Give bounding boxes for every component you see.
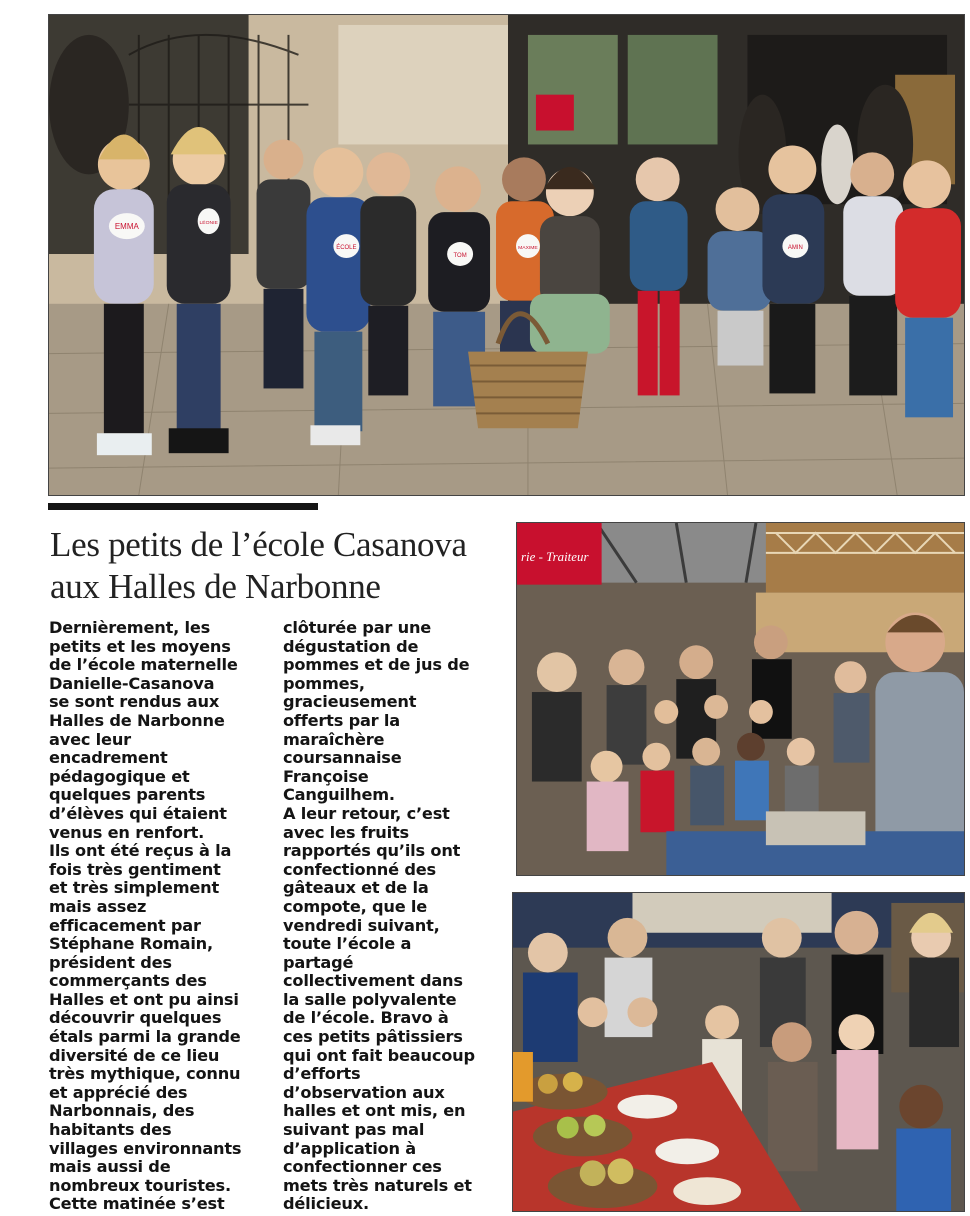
text-line: de l’école maternelle xyxy=(49,655,238,675)
text-line: d’application à xyxy=(283,1138,416,1158)
text-line: maraîchère xyxy=(283,729,385,749)
text-line: clôturée par une xyxy=(283,618,432,637)
text-line: Canguilhem. xyxy=(283,785,395,805)
text-line: se sont rendus aux xyxy=(49,692,220,712)
text-line: pédagogique et xyxy=(49,766,190,786)
text-line: ces petits pâtissiers xyxy=(283,1027,463,1047)
text-line: confectionner ces xyxy=(283,1157,442,1177)
text-line: avec leur xyxy=(49,729,131,749)
text-line: confectionné des xyxy=(283,859,436,879)
text-line: président des xyxy=(49,952,172,972)
badge-5: MAXIME xyxy=(518,245,538,252)
text-line: coursannaise xyxy=(283,748,402,768)
text-line: encadrement xyxy=(49,748,168,768)
text-line: d’efforts xyxy=(283,1064,361,1084)
text-line: Halles et ont pu ainsi xyxy=(49,989,239,1009)
text-line: Cette matinée s’est xyxy=(49,1194,225,1214)
text-line: fois très gentiment xyxy=(49,859,221,879)
section-rule xyxy=(48,503,318,510)
text-line: toute l’école a xyxy=(283,934,412,954)
text-line: d’élèves qui étaient xyxy=(49,803,227,823)
text-line: mets très naturels et xyxy=(283,1175,472,1195)
text-line: quelques parents xyxy=(49,785,206,805)
text-line: nombreux touristes. xyxy=(49,1175,231,1195)
text-line: compote, que le xyxy=(283,896,428,916)
text-line: Dernièrement, les xyxy=(49,618,211,637)
text-line: dégustation de xyxy=(283,636,419,656)
text-line: Narbonnais, des xyxy=(49,1101,195,1121)
text-line: très mythique, connu xyxy=(49,1064,241,1084)
photo-market-visit xyxy=(516,522,965,876)
text-line: mais aussi de xyxy=(49,1157,171,1177)
text-line: étals parmi la grande xyxy=(49,1027,241,1047)
text-line: et très simplement xyxy=(49,878,219,898)
text-line: Françoise xyxy=(283,766,369,786)
text-line: Halles de Narbonne xyxy=(49,710,225,730)
photo-apple-tasting xyxy=(512,892,965,1212)
article-headline xyxy=(50,524,510,608)
text-line: délicieux. xyxy=(283,1194,369,1214)
article-column-1 xyxy=(49,619,274,1214)
text-line: qui ont fait beaucoup xyxy=(283,1045,475,1065)
text-line: petits et les moyens xyxy=(49,636,231,656)
badge-4: TOM xyxy=(453,252,467,259)
text-line: offerts par la xyxy=(283,710,400,730)
text-line: Danielle-Casanova xyxy=(49,673,215,693)
text-line: Ils ont été reçus à la xyxy=(49,841,232,861)
badge-3: ÉCOLE xyxy=(336,245,357,252)
text-line: la salle polyvalente xyxy=(283,989,457,1009)
badge-6: AMIN xyxy=(787,245,803,252)
text-line: de l’école. Bravo à xyxy=(283,1008,449,1028)
text-line: A leur retour, c’est xyxy=(283,803,450,823)
text-line: gracieusement xyxy=(283,692,417,712)
badge-1: EMMA xyxy=(114,222,139,232)
text-line: vendredi suivant, xyxy=(283,915,440,935)
photo-children-group xyxy=(48,14,965,496)
text-line: pommes, xyxy=(283,673,365,693)
text-line: mais assez xyxy=(49,896,147,916)
text-line: d’observation aux xyxy=(283,1082,445,1102)
text-line: halles et ont mis, en xyxy=(283,1101,466,1121)
text-line: et apprécié des xyxy=(49,1082,188,1102)
text-line: gâteaux et de la xyxy=(283,878,429,898)
text-line: efficacement par xyxy=(49,915,201,935)
text-line: Stéphane Romain, xyxy=(49,934,213,954)
text-line: partagé xyxy=(283,952,354,972)
text-line: collectivement dans xyxy=(283,971,463,991)
headline-line: aux Halles de Narbonne xyxy=(50,567,381,606)
text-line: pommes et de jus de xyxy=(283,655,470,675)
text-line: diversité de ce lieu xyxy=(49,1045,220,1065)
market-sign-text: rie - Traiteur xyxy=(520,548,589,564)
text-line: suivant pas mal xyxy=(283,1120,425,1140)
text-line: commerçants des xyxy=(49,971,207,991)
article-column-2 xyxy=(283,619,508,1214)
text-line: habitants des xyxy=(49,1120,172,1140)
text-line: avec les fruits xyxy=(283,822,409,842)
text-line: villages environnants xyxy=(49,1138,242,1158)
text-line: rapportés qu’ils ont xyxy=(283,841,461,861)
headline-line: Les petits de l’école Casanova xyxy=(50,525,467,564)
text-line: venus en renfort. xyxy=(49,822,205,842)
badge-2: LÉONIE xyxy=(199,220,218,227)
text-line: découvrir quelques xyxy=(49,1008,222,1028)
